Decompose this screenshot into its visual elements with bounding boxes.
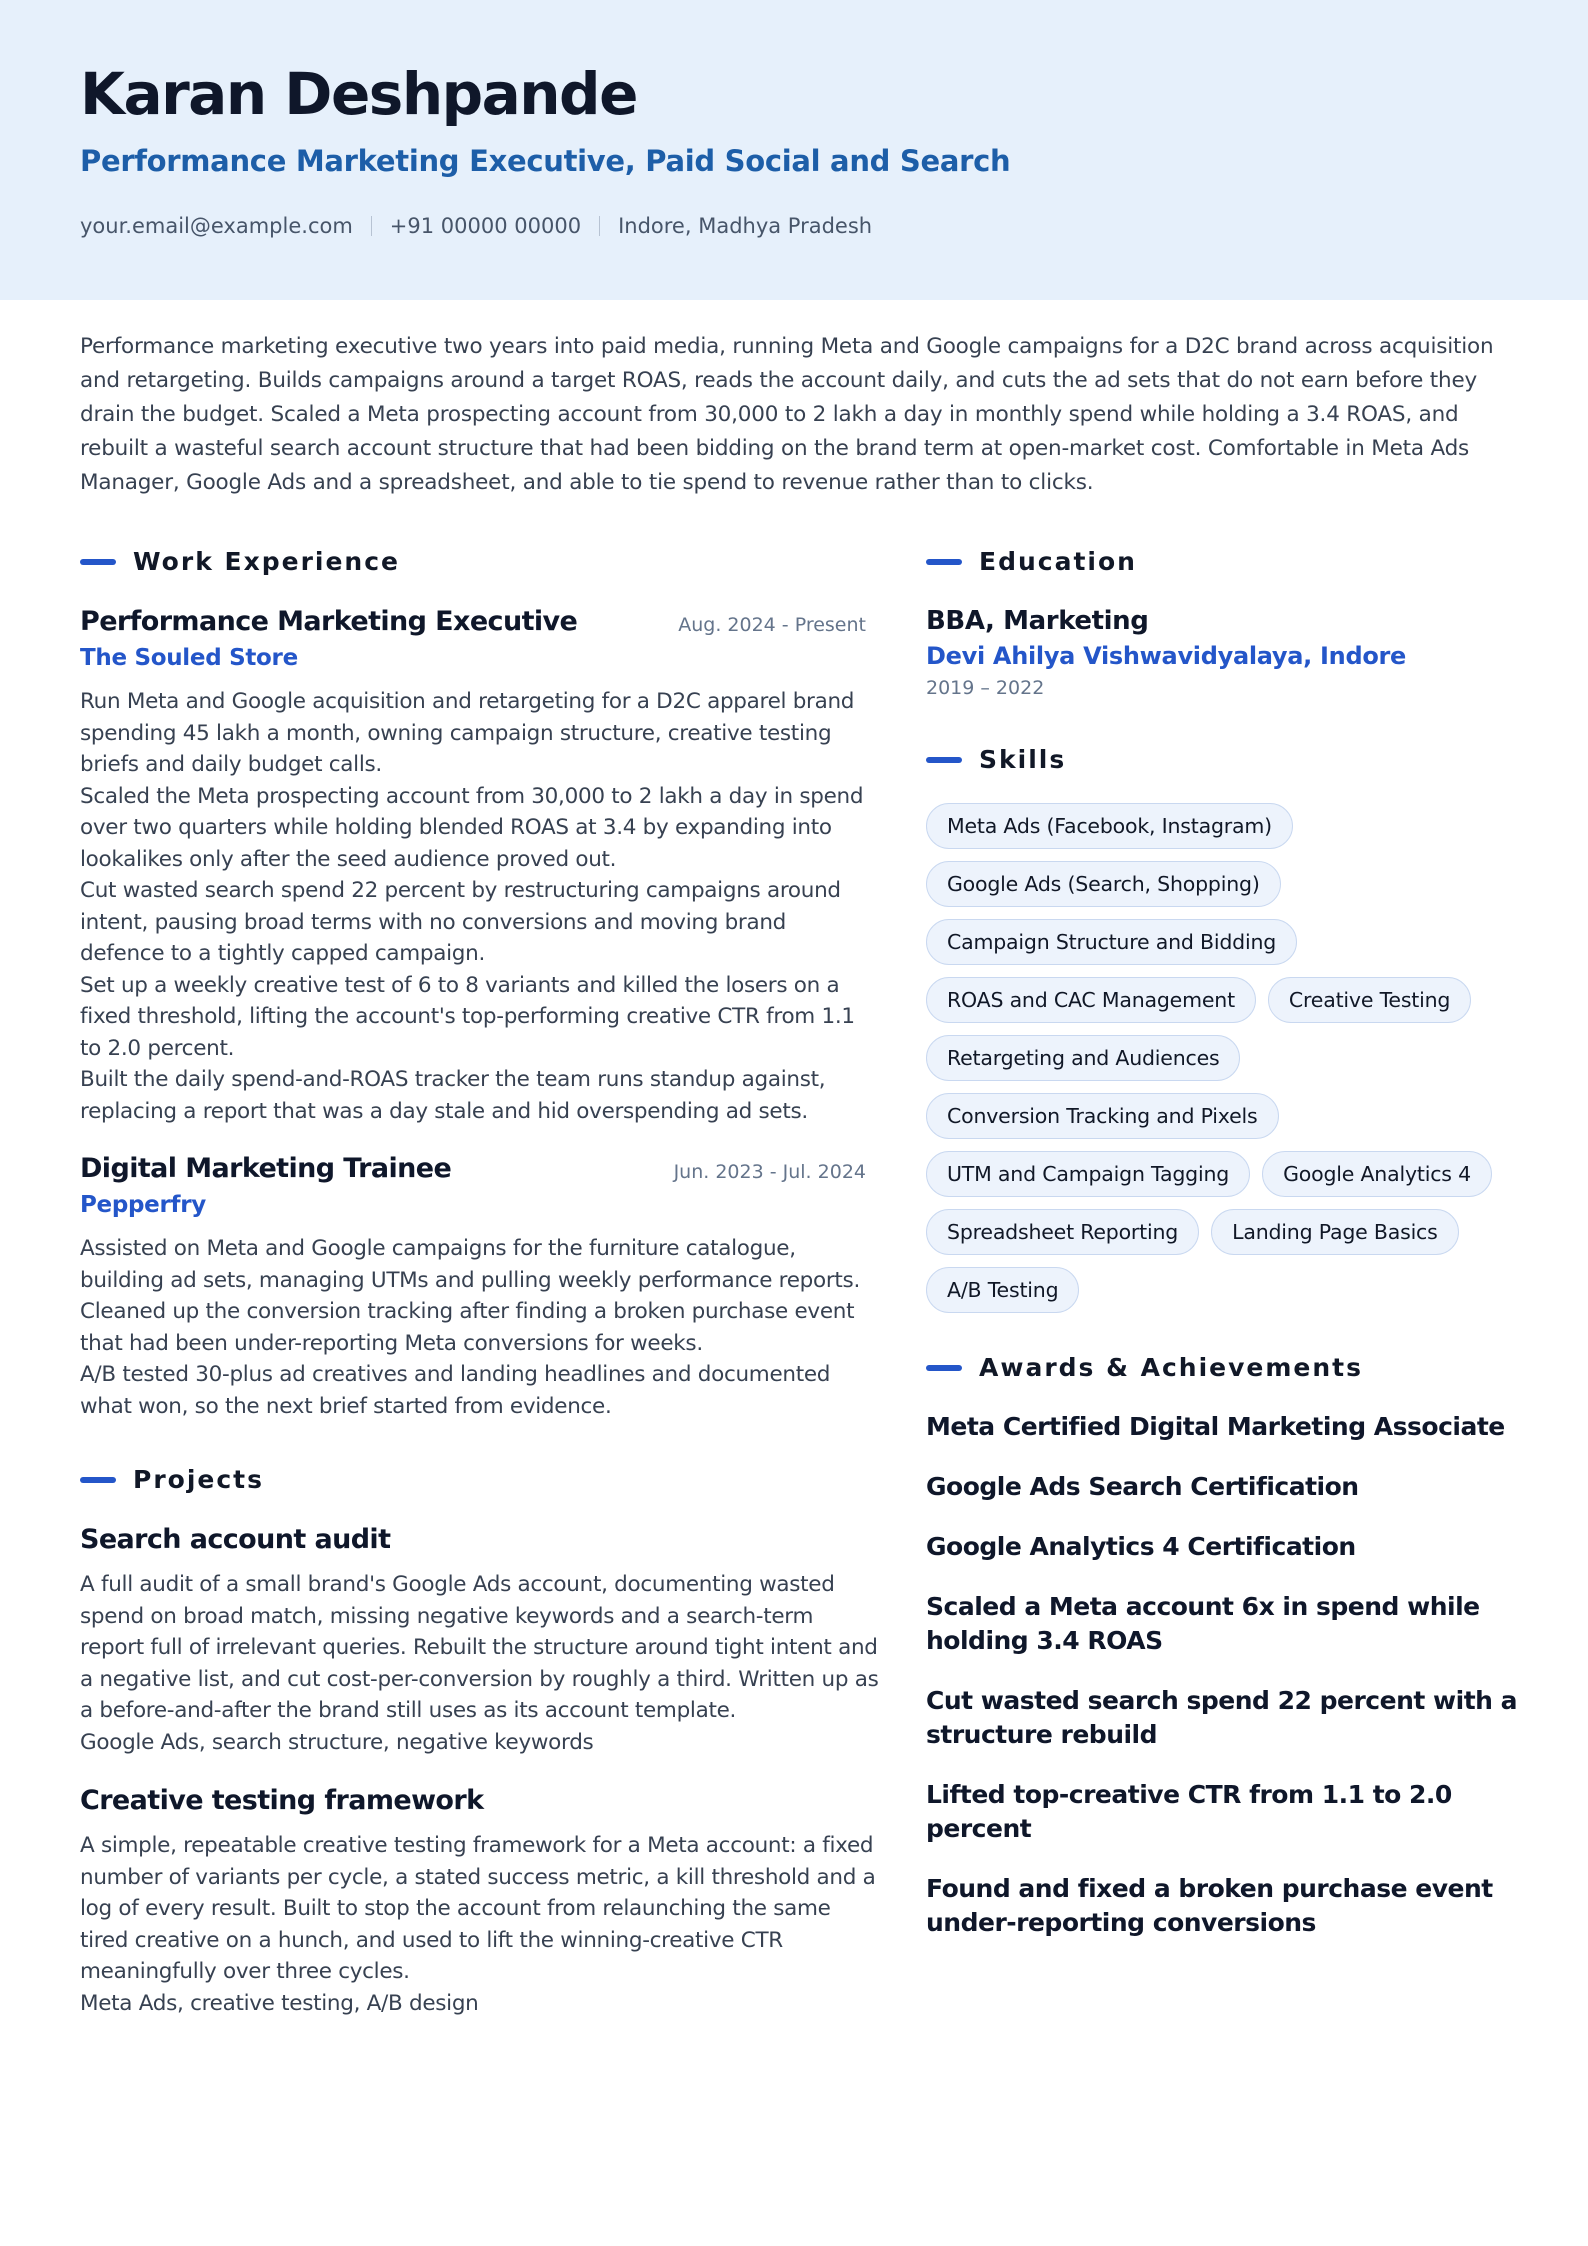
header-band [0, 0, 1588, 300]
award-item: Meta Certified Digital Marketing Associate [926, 1412, 1505, 1441]
job-bullet: Built the daily spend-and-ROAS tracker the team runs standup against, replacing a report that was a day stale and hid overspending ad sets. [80, 1067, 826, 1124]
education-degree: BBA, Marketing [926, 606, 1149, 636]
contact-location: Indore, Madhya Pradesh [618, 214, 873, 238]
skill-chip: UTM and Campaign Tagging [926, 1151, 1250, 1197]
skill-chip: Meta Ads (Facebook, Instagram) [926, 803, 1293, 849]
contact-email[interactable]: your.email@example.com [80, 214, 353, 238]
education-school: Devi Ahilya Vishwavidyalaya, Indore [926, 642, 1407, 670]
job-company: The Souled Store [80, 645, 298, 671]
project-title: Search account audit [80, 1524, 391, 1555]
education-years: 2019 – 2022 [926, 677, 1045, 699]
skill-chip: A/B Testing [926, 1267, 1079, 1313]
contact-divider [599, 216, 600, 236]
job-bullets [80, 686, 875, 1127]
project-body [80, 1569, 880, 1758]
skill-chip: Creative Testing [1268, 977, 1471, 1023]
award-item: Lifted top-creative CTR from 1.1 to 2.0 percent [926, 1780, 1452, 1843]
section-title-education: Education [926, 547, 1137, 576]
award-item: Found and fixed a broken purchase event under-reporting conversions [926, 1874, 1493, 1937]
contact-line [80, 214, 872, 238]
candidate-name: Karan Deshpande [80, 60, 637, 128]
job-title: Digital Marketing Trainee [80, 1153, 452, 1184]
award-item: Scaled a Meta account 6x in spend while holding 3.4 ROAS [926, 1592, 1480, 1655]
skills-list [926, 803, 1516, 1313]
contact-divider [371, 216, 372, 236]
job-bullets [80, 1233, 875, 1422]
summary-paragraph: Performance marketing executive two years into paid media, running Meta and Google campaigns for a D2C brand across acquisition and retargeting. Builds campaigns around a target ROAS, reads the account daily, and cuts the ad sets that do not earn before they drain the budget. Scaled a Meta prospecting account from 30,000 to 2 lakh a day in monthly spend while holding a 3.4 ROAS, and rebuilt a wasteful search account structure that had been bidding on the brand term at open-market cost. Comfortable in Meta Ads Manager, Google Ads and a spreadsheet, and able to tie spend to revenue rather than to clicks. [80, 334, 1494, 495]
skill-chip: Landing Page Basics [1211, 1209, 1459, 1255]
job-company: Pepperfry [80, 1192, 206, 1218]
job-bullet: Scaled the Meta prospecting account from 30,000 to 2 lakh a day in spend over two quarters while holding blended ROAS at 3.4 by expanding into lookalikes only after the seed audience proved out. [80, 783, 864, 872]
skill-chip: Conversion Tracking and Pixels [926, 1093, 1279, 1139]
skill-chip: ROAS and CAC Management [926, 977, 1256, 1023]
section-accent-bar [926, 757, 962, 763]
project-body [80, 1830, 880, 2019]
job-bullet: Assisted on Meta and Google campaigns for the furniture catalogue, building ad sets, managing UTMs and pulling weekly performance reports. [80, 1236, 860, 1293]
project-description: A simple, repeatable creative testing framework for a Meta account: a fixed number of variants per cycle, a stated success metric, a kill threshold and a log of every result. Built to stop the account from relaunching the same tired creative on a hunch, and used to lift the winning-creative CTR meaningfully over three cycles. [80, 1833, 876, 1984]
job-title: Performance Marketing Executive [80, 606, 578, 637]
section-accent-bar [80, 559, 116, 565]
section-title-work: Work Experience [80, 547, 400, 576]
contact-phone[interactable]: +91 00000 00000 [389, 214, 582, 238]
skill-chip: Google Analytics 4 [1262, 1151, 1492, 1197]
award-item: Cut wasted search spend 22 percent with a structure rebuild [926, 1686, 1518, 1749]
project-description: A full audit of a small brand's Google Ads account, documenting wasted spend on broad match, missing negative keywords and a search-term report full of irrelevant queries. Rebuilt the structure around tight intent and a negative list, and cut cost-per-conversion by roughly a third. Written up as a before-and-after the brand still uses as its account template. [80, 1572, 879, 1723]
section-title-projects: Projects [80, 1465, 264, 1494]
awards-list [926, 1410, 1526, 1966]
project-tags: Meta Ads, creative testing, A/B design [80, 1990, 479, 2016]
job-dates: Jun. 2023 - Jul. 2024 [673, 1161, 866, 1183]
award-item: Google Analytics 4 Certification [926, 1532, 1356, 1561]
skill-chip: Retargeting and Audiences [926, 1035, 1240, 1081]
job-bullet: Set up a weekly creative test of 6 to 8 variants and killed the losers on a fixed threshold, lifting the account's top-performing creative CTR from 1.1 to 2.0 percent. [80, 972, 855, 1061]
job-bullet: Cleaned up the conversion tracking after finding a broken purchase event that had been under-reporting Meta conversions for weeks. [80, 1299, 855, 1356]
section-accent-bar [926, 559, 962, 565]
candidate-role: Performance Marketing Executive, Paid Social and Search [80, 144, 1011, 178]
project-title: Creative testing framework [80, 1785, 484, 1816]
skill-chip: Campaign Structure and Bidding [926, 919, 1297, 965]
job-bullet: Cut wasted search spend 22 percent by restructuring campaigns around intent, pausing broad terms with no conversions and moving brand defence to a tightly capped campaign. [80, 878, 841, 966]
skill-chip: Google Ads (Search, Shopping) [926, 861, 1281, 907]
project-tags: Google Ads, search structure, negative keywords [80, 1729, 594, 1755]
job-bullet: Run Meta and Google acquisition and retargeting for a D2C apparel brand spending 45 lakh a month, owning campaign structure, creative testing briefs and daily budget calls. [80, 689, 855, 777]
section-title-skills: Skills [926, 745, 1066, 774]
section-accent-bar [80, 1477, 116, 1483]
job-bullet: A/B tested 30-plus ad creatives and landing headlines and documented what won, so the next brief started from evidence. [80, 1362, 831, 1419]
award-item: Google Ads Search Certification [926, 1472, 1359, 1501]
section-accent-bar [926, 1365, 962, 1371]
section-title-awards: Awards & Achievements [926, 1353, 1363, 1382]
job-dates: Aug. 2024 - Present [678, 614, 866, 636]
skill-chip: Spreadsheet Reporting [926, 1209, 1199, 1255]
